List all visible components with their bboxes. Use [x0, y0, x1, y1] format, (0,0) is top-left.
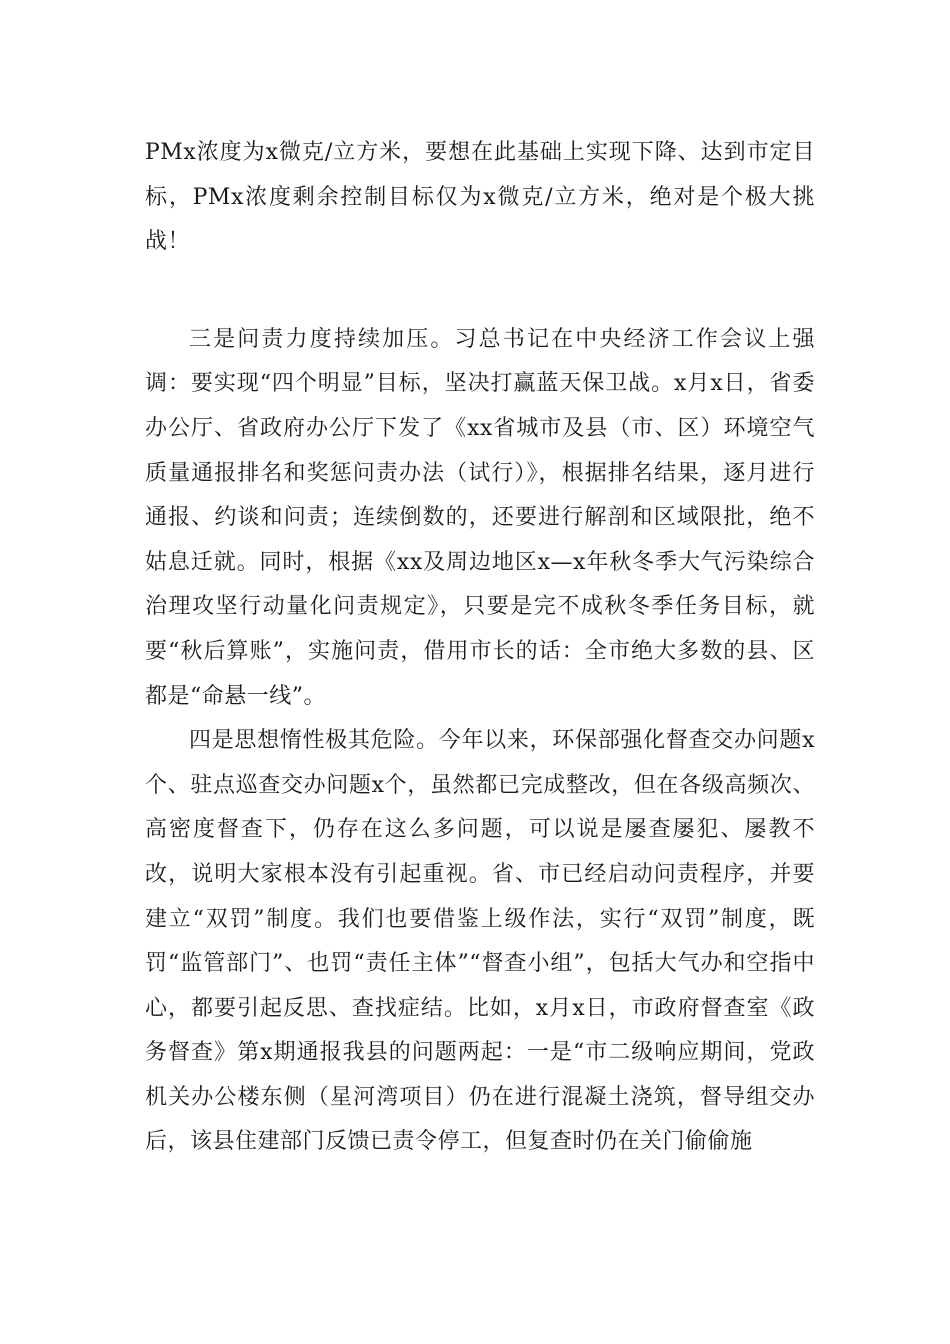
paragraph-continued: PMx浓度为x微克/立方米，要想在此基础上实现下降、达到市定目标，PMx浓度剩余控制目标仅为x微克/立方米，绝对是个极大挑战！: [145, 140, 815, 255]
paragraph-mindset: 四是思想惰性极其危险。今年以来，环保部强化督查交办问题x个、驻点巡查交办问题x个，虽然都已完成整改，但在各级高频次、高密度督查下，仍存在这么多问题，可以说是屡查屡犯、屡教不改，说明大家根本没有引起重视。省、市已经启动问责程序，并要建立“双罚”制度。我们也要借鉴上级作法，实行“双罚”制度，既罚“监管部门”、也罚“责任主体”“督查小组”，包括大气办和空指中心，都要引起反思、查找症结。比如，x月x日，市政府督查室《政务督查》第x期通报我县的问题两起：一是“市二级响应期间，党政机关办公楼东侧（星河湾项目）仍在进行混凝土浇筑，督导组交办后，该县住建部门反馈已责令停工，但复查时仍在关门偷偷施: [145, 728, 815, 1155]
paragraph-accountability: 三是问责力度持续加压。习总书记在中央经济工作会议上强调：要实现“四个明显”目标，坚决打赢蓝天保卫战。x月x日，省委办公厅、省政府办公厅下发了《xx省城市及县（市、区）环境空气质量通报排名和奖惩问责办法（试行）》，根据排名结果，逐月进行通报、约谈和问责；连续倒数的，还要进行解剖和区域限批，绝不姑息迁就。同时，根据《xx及周边地区x—x年秋冬季大气污染综合治理攻坚行动量化问责规定》，只要是完不成秋冬季任务目标，就要“秋后算账”，实施问责，借用市长的话：全市绝大多数的县、区都是“命悬一线”。: [145, 326, 815, 709]
document-body: [145, 131, 815, 1165]
